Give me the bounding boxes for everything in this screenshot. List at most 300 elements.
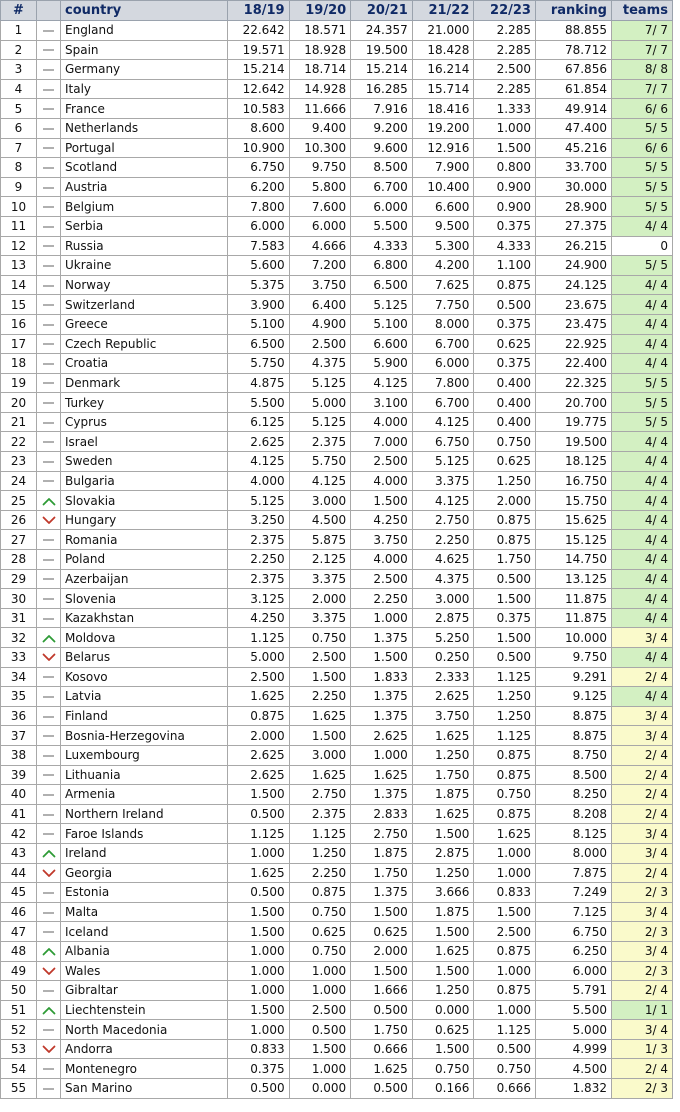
trend-cell: [37, 491, 61, 511]
table-row: [1, 1039, 673, 1059]
country-cell[interactable]: Moldova: [61, 628, 228, 648]
dash-icon: [43, 324, 54, 326]
season-2021-cell: 1.833: [351, 667, 413, 687]
season-2223-cell: 0.900: [474, 197, 536, 217]
country-cell[interactable]: Northern Ireland: [61, 804, 228, 824]
season-1920-cell: 4.500: [289, 510, 351, 530]
country-cell[interactable]: Scotland: [61, 158, 228, 178]
season-1819-cell: 1.000: [228, 981, 290, 1001]
country-cell[interactable]: Iceland: [61, 922, 228, 942]
season-1920-cell: 5.750: [289, 452, 351, 472]
season-2223-cell: 0.800: [474, 158, 536, 178]
table-row: [1, 785, 673, 805]
trend-cell: [37, 726, 61, 746]
season-1819-cell: 1.500: [228, 1000, 290, 1020]
country-cell[interactable]: Netherlands: [61, 118, 228, 138]
season-1920-cell: 2.375: [289, 804, 351, 824]
rank-cell: 29: [1, 569, 37, 589]
dash-icon: [43, 206, 54, 208]
season-1920-cell: 3.750: [289, 275, 351, 295]
teams-cell: 4/ 4: [611, 334, 672, 354]
trend-cell: [37, 941, 61, 961]
table-row: [1, 745, 673, 765]
trend-cell: [37, 138, 61, 158]
season-2021-cell: 2.000: [351, 941, 413, 961]
trend-cell: [37, 471, 61, 491]
country-cell[interactable]: Finland: [61, 706, 228, 726]
rank-cell: 40: [1, 785, 37, 805]
table-row: [1, 902, 673, 922]
ranking-cell: 67.856: [535, 60, 611, 80]
country-cell[interactable]: Azerbaijan: [61, 569, 228, 589]
ranking-cell: 15.625: [535, 510, 611, 530]
season-1920-cell: 0.000: [289, 1079, 351, 1099]
season-2223-cell: 0.750: [474, 432, 536, 452]
ranking-cell: 23.475: [535, 314, 611, 334]
rank-cell: 17: [1, 334, 37, 354]
country-cell[interactable]: Estonia: [61, 883, 228, 903]
season-2122-cell: 5.300: [412, 236, 474, 256]
country-cell[interactable]: Georgia: [61, 863, 228, 883]
season-2122-cell: 1.250: [412, 981, 474, 1001]
table-row: [1, 863, 673, 883]
teams-cell: 5/ 5: [611, 256, 672, 276]
season-2021-cell: 1.750: [351, 863, 413, 883]
season-2223-cell: 0.500: [474, 569, 536, 589]
ranking-cell: 8.250: [535, 785, 611, 805]
season-2021-cell: 1.500: [351, 491, 413, 511]
season-2223-cell: 0.875: [474, 765, 536, 785]
season-2021-cell: 1.500: [351, 648, 413, 668]
season-2122-cell: 0.750: [412, 1059, 474, 1079]
country-cell[interactable]: Kosovo: [61, 667, 228, 687]
season-2122-cell: 1.500: [412, 922, 474, 942]
country-cell[interactable]: Germany: [61, 60, 228, 80]
season-1920-cell: 2.125: [289, 550, 351, 570]
season-2122-cell: 0.166: [412, 1079, 474, 1099]
country-cell[interactable]: Italy: [61, 79, 228, 99]
table-header: [1, 1, 673, 21]
season-2122-cell: 2.625: [412, 687, 474, 707]
country-cell[interactable]: Greece: [61, 314, 228, 334]
chevron-up-icon: [42, 497, 56, 506]
rank-cell: 45: [1, 883, 37, 903]
ranking-cell: 13.125: [535, 569, 611, 589]
season-2122-cell: 6.700: [412, 393, 474, 413]
season-1819-cell: 22.642: [228, 21, 290, 41]
teams-cell: 2/ 4: [611, 785, 672, 805]
season-2021-cell: 5.900: [351, 354, 413, 374]
season-1920-cell: 2.375: [289, 432, 351, 452]
season-2223-cell: 0.375: [474, 216, 536, 236]
season-2122-cell: 4.375: [412, 569, 474, 589]
table-row: [1, 961, 673, 981]
season-2122-cell: 7.800: [412, 373, 474, 393]
teams-cell: 3/ 4: [611, 706, 672, 726]
season-2122-cell: 1.750: [412, 765, 474, 785]
country-cell[interactable]: Belgium: [61, 197, 228, 217]
country-cell[interactable]: Latvia: [61, 687, 228, 707]
country-cell[interactable]: Slovenia: [61, 589, 228, 609]
season-1819-cell: 0.500: [228, 883, 290, 903]
trend-cell: [37, 236, 61, 256]
season-2021-cell: 2.500: [351, 569, 413, 589]
season-1920-cell: 2.500: [289, 1000, 351, 1020]
season-2021-cell: 1.375: [351, 883, 413, 903]
country-cell[interactable]: Montenegro: [61, 1059, 228, 1079]
rank-cell: 21: [1, 412, 37, 432]
season-1920-cell: 1.000: [289, 1059, 351, 1079]
season-2223-cell: 2.285: [474, 79, 536, 99]
country-cell[interactable]: Norway: [61, 275, 228, 295]
country-cell[interactable]: Switzerland: [61, 295, 228, 315]
chevron-up-icon: [42, 1006, 56, 1015]
table-row: [1, 922, 673, 942]
season-1920-cell: 3.375: [289, 608, 351, 628]
country-cell[interactable]: Israel: [61, 432, 228, 452]
season-2122-cell: 2.250: [412, 530, 474, 550]
table-body: [1, 21, 673, 1099]
table-row: [1, 295, 673, 315]
country-cell[interactable]: Belarus: [61, 648, 228, 668]
rank-cell: 9: [1, 177, 37, 197]
table-row: [1, 177, 673, 197]
season-1920-cell: 18.571: [289, 21, 351, 41]
teams-cell: 4/ 4: [611, 608, 672, 628]
country-cell[interactable]: Wales: [61, 961, 228, 981]
season-2021-cell: 24.357: [351, 21, 413, 41]
trend-cell: [37, 177, 61, 197]
dash-icon: [43, 343, 54, 345]
header-country[interactable]: country: [61, 1, 228, 21]
ranking-cell: 15.125: [535, 530, 611, 550]
season-1920-cell: 1.500: [289, 667, 351, 687]
header-row: [1, 1, 673, 21]
country-cell[interactable]: England: [61, 21, 228, 41]
season-1819-cell: 10.583: [228, 99, 290, 119]
country-cell[interactable]: Malta: [61, 902, 228, 922]
season-2021-cell: 6.700: [351, 177, 413, 197]
country-cell[interactable]: Liechtenstein: [61, 1000, 228, 1020]
season-2122-cell: 3.750: [412, 706, 474, 726]
teams-cell: 4/ 4: [611, 648, 672, 668]
season-2122-cell: 1.875: [412, 785, 474, 805]
season-2122-cell: 3.375: [412, 471, 474, 491]
season-1819-cell: 1.125: [228, 628, 290, 648]
teams-cell: 5/ 5: [611, 412, 672, 432]
table-row: [1, 373, 673, 393]
trend-cell: [37, 608, 61, 628]
ranking-cell: 11.875: [535, 589, 611, 609]
header-season-2223[interactable]: 22/23: [474, 1, 536, 21]
dash-icon: [43, 363, 54, 365]
dash-icon: [43, 814, 54, 816]
season-1920-cell: 7.600: [289, 197, 351, 217]
country-cell[interactable]: France: [61, 99, 228, 119]
ranking-cell: 14.750: [535, 550, 611, 570]
country-cell[interactable]: Faroe Islands: [61, 824, 228, 844]
season-1920-cell: 1.250: [289, 843, 351, 863]
rank-cell: 55: [1, 1079, 37, 1099]
season-2223-cell: 0.833: [474, 883, 536, 903]
header-teams[interactable]: teams: [611, 1, 672, 21]
country-cell[interactable]: Ukraine: [61, 256, 228, 276]
ranking-cell: 9.125: [535, 687, 611, 707]
ranking-cell: 22.400: [535, 354, 611, 374]
header-season-2021[interactable]: 20/21: [351, 1, 413, 21]
season-2122-cell: 0.000: [412, 1000, 474, 1020]
table-row: [1, 60, 673, 80]
ranking-cell: 6.250: [535, 941, 611, 961]
season-2122-cell: 9.500: [412, 216, 474, 236]
rank-cell: 2: [1, 40, 37, 60]
ranking-cell: 18.125: [535, 452, 611, 472]
teams-cell: 5/ 5: [611, 177, 672, 197]
country-cell[interactable]: Austria: [61, 177, 228, 197]
season-1920-cell: 9.750: [289, 158, 351, 178]
teams-cell: 2/ 4: [611, 804, 672, 824]
dash-icon: [43, 892, 54, 894]
teams-cell: 1/ 1: [611, 1000, 672, 1020]
season-1819-cell: 6.125: [228, 412, 290, 432]
ranking-cell: 8.500: [535, 765, 611, 785]
season-2223-cell: 0.500: [474, 648, 536, 668]
season-1920-cell: 1.625: [289, 765, 351, 785]
country-cell[interactable]: Serbia: [61, 216, 228, 236]
chevron-down-icon: [42, 869, 56, 878]
season-2223-cell: 1.000: [474, 118, 536, 138]
table-row: [1, 804, 673, 824]
trend-cell: [37, 118, 61, 138]
ranking-cell: 88.855: [535, 21, 611, 41]
season-1819-cell: 5.750: [228, 354, 290, 374]
country-cell[interactable]: Lithuania: [61, 765, 228, 785]
season-1819-cell: 2.250: [228, 550, 290, 570]
ranking-cell: 1.832: [535, 1079, 611, 1099]
teams-cell: 2/ 4: [611, 667, 672, 687]
trend-cell: [37, 393, 61, 413]
season-1920-cell: 0.875: [289, 883, 351, 903]
trend-cell: [37, 765, 61, 785]
season-2021-cell: 1.875: [351, 843, 413, 863]
trend-cell: [37, 922, 61, 942]
season-2122-cell: 1.250: [412, 745, 474, 765]
trend-cell: [37, 648, 61, 668]
header-season-1819[interactable]: 18/19: [228, 1, 290, 21]
season-1920-cell: 4.375: [289, 354, 351, 374]
rank-cell: 16: [1, 314, 37, 334]
country-cell[interactable]: Bosnia-Herzegovina: [61, 726, 228, 746]
season-2021-cell: 0.500: [351, 1000, 413, 1020]
season-1920-cell: 2.250: [289, 863, 351, 883]
season-2122-cell: 6.600: [412, 197, 474, 217]
season-2223-cell: 2.500: [474, 60, 536, 80]
season-2122-cell: 3.000: [412, 589, 474, 609]
dash-icon: [43, 1068, 54, 1070]
table-row: [1, 138, 673, 158]
season-1819-cell: 5.600: [228, 256, 290, 276]
country-cell[interactable]: Kazakhstan: [61, 608, 228, 628]
season-2021-cell: 1.375: [351, 706, 413, 726]
trend-cell: [37, 843, 61, 863]
ranking-cell: 15.750: [535, 491, 611, 511]
season-1819-cell: 2.625: [228, 745, 290, 765]
ranking-cell: 4.500: [535, 1059, 611, 1079]
header-season-1920[interactable]: 19/20: [289, 1, 351, 21]
rank-cell: 30: [1, 589, 37, 609]
rank-cell: 11: [1, 216, 37, 236]
season-2223-cell: 1.625: [474, 824, 536, 844]
country-cell[interactable]: Sweden: [61, 452, 228, 472]
chevron-down-icon: [42, 653, 56, 662]
season-2223-cell: 1.000: [474, 961, 536, 981]
trend-cell: [37, 961, 61, 981]
season-1920-cell: 3.375: [289, 569, 351, 589]
ranking-cell: 30.000: [535, 177, 611, 197]
season-2223-cell: 1.100: [474, 256, 536, 276]
season-1920-cell: 0.750: [289, 902, 351, 922]
season-2223-cell: 1.500: [474, 589, 536, 609]
rank-cell: 54: [1, 1059, 37, 1079]
season-2021-cell: 4.000: [351, 550, 413, 570]
dash-icon: [43, 794, 54, 796]
dash-icon: [43, 461, 54, 463]
trend-cell: [37, 1039, 61, 1059]
rank-cell: 38: [1, 745, 37, 765]
ranking-cell: 8.750: [535, 745, 611, 765]
season-2223-cell: 2.000: [474, 491, 536, 511]
country-cell[interactable]: Romania: [61, 530, 228, 550]
season-2223-cell: 0.875: [474, 804, 536, 824]
teams-cell: 1/ 3: [611, 1039, 672, 1059]
trend-cell: [37, 902, 61, 922]
teams-cell: 3/ 4: [611, 1020, 672, 1040]
country-cell[interactable]: North Macedonia: [61, 1020, 228, 1040]
ranking-cell: 45.216: [535, 138, 611, 158]
country-cell[interactable]: Denmark: [61, 373, 228, 393]
season-2223-cell: 0.375: [474, 354, 536, 374]
season-2021-cell: 7.000: [351, 432, 413, 452]
season-2122-cell: 0.250: [412, 648, 474, 668]
country-cell[interactable]: Slovakia: [61, 491, 228, 511]
teams-cell: 6/ 6: [611, 138, 672, 158]
season-1920-cell: 4.900: [289, 314, 351, 334]
season-2122-cell: 0.625: [412, 1020, 474, 1040]
season-2223-cell: 0.375: [474, 608, 536, 628]
header-season-2122[interactable]: 21/22: [412, 1, 474, 21]
country-cell[interactable]: Russia: [61, 236, 228, 256]
country-cell[interactable]: Armenia: [61, 785, 228, 805]
season-2223-cell: 1.000: [474, 843, 536, 863]
season-2021-cell: 4.125: [351, 373, 413, 393]
season-1920-cell: 2.000: [289, 589, 351, 609]
trend-cell: [37, 745, 61, 765]
header-ranking[interactable]: ranking: [535, 1, 611, 21]
season-2021-cell: 5.100: [351, 314, 413, 334]
season-1819-cell: 4.125: [228, 452, 290, 472]
country-cell[interactable]: Portugal: [61, 138, 228, 158]
trend-cell: [37, 197, 61, 217]
dash-icon: [43, 422, 54, 424]
country-cell[interactable]: Bulgaria: [61, 471, 228, 491]
season-2122-cell: 7.750: [412, 295, 474, 315]
country-cell[interactable]: Turkey: [61, 393, 228, 413]
table-row: [1, 1020, 673, 1040]
season-2223-cell: 2.500: [474, 922, 536, 942]
chevron-down-icon: [42, 967, 56, 976]
season-1819-cell: 6.200: [228, 177, 290, 197]
ranking-cell: 5.000: [535, 1020, 611, 1040]
country-cell[interactable]: Czech Republic: [61, 334, 228, 354]
teams-cell: 7/ 7: [611, 79, 672, 99]
country-cell[interactable]: Croatia: [61, 354, 228, 374]
rank-cell: 48: [1, 941, 37, 961]
season-1920-cell: 2.500: [289, 648, 351, 668]
dash-icon: [43, 265, 54, 267]
season-1920-cell: 0.750: [289, 941, 351, 961]
season-1819-cell: 2.000: [228, 726, 290, 746]
season-2223-cell: 1.500: [474, 902, 536, 922]
country-cell[interactable]: Andorra: [61, 1039, 228, 1059]
ranking-cell: 26.215: [535, 236, 611, 256]
season-2021-cell: 4.333: [351, 236, 413, 256]
country-cell[interactable]: Gibraltar: [61, 981, 228, 1001]
rank-cell: 31: [1, 608, 37, 628]
teams-cell: 4/ 4: [611, 491, 672, 511]
table-row: [1, 824, 673, 844]
country-cell[interactable]: Luxembourg: [61, 745, 228, 765]
dash-icon: [43, 990, 54, 992]
rank-cell: 32: [1, 628, 37, 648]
table-row: [1, 765, 673, 785]
table-row: [1, 1000, 673, 1020]
country-cell[interactable]: Albania: [61, 941, 228, 961]
season-1819-cell: 1.500: [228, 902, 290, 922]
ranking-cell: 9.291: [535, 667, 611, 687]
country-cell[interactable]: Hungary: [61, 510, 228, 530]
chevron-up-icon: [42, 947, 56, 956]
country-cell[interactable]: Cyprus: [61, 412, 228, 432]
season-1920-cell: 4.125: [289, 471, 351, 491]
season-1920-cell: 5.875: [289, 530, 351, 550]
ranking-cell: 78.712: [535, 40, 611, 60]
dash-icon: [43, 833, 54, 835]
trend-cell: [37, 1059, 61, 1079]
trend-cell: [37, 40, 61, 60]
season-2122-cell: 18.416: [412, 99, 474, 119]
teams-cell: 4/ 4: [611, 471, 672, 491]
country-cell[interactable]: San Marino: [61, 1079, 228, 1099]
table-row: [1, 491, 673, 511]
teams-cell: 3/ 4: [611, 824, 672, 844]
country-cell[interactable]: Spain: [61, 40, 228, 60]
season-1920-cell: 5.000: [289, 393, 351, 413]
season-1920-cell: 0.500: [289, 1020, 351, 1040]
rank-cell: 35: [1, 687, 37, 707]
country-cell[interactable]: Poland: [61, 550, 228, 570]
rank-cell: 37: [1, 726, 37, 746]
dash-icon: [43, 304, 54, 306]
trend-cell: [37, 334, 61, 354]
dash-icon: [43, 598, 54, 600]
season-2223-cell: 2.285: [474, 21, 536, 41]
trend-cell: [37, 804, 61, 824]
header-rank[interactable]: #: [1, 1, 37, 21]
trend-cell: [37, 60, 61, 80]
country-cell[interactable]: Ireland: [61, 843, 228, 863]
season-2122-cell: 3.666: [412, 883, 474, 903]
season-2122-cell: 4.125: [412, 491, 474, 511]
